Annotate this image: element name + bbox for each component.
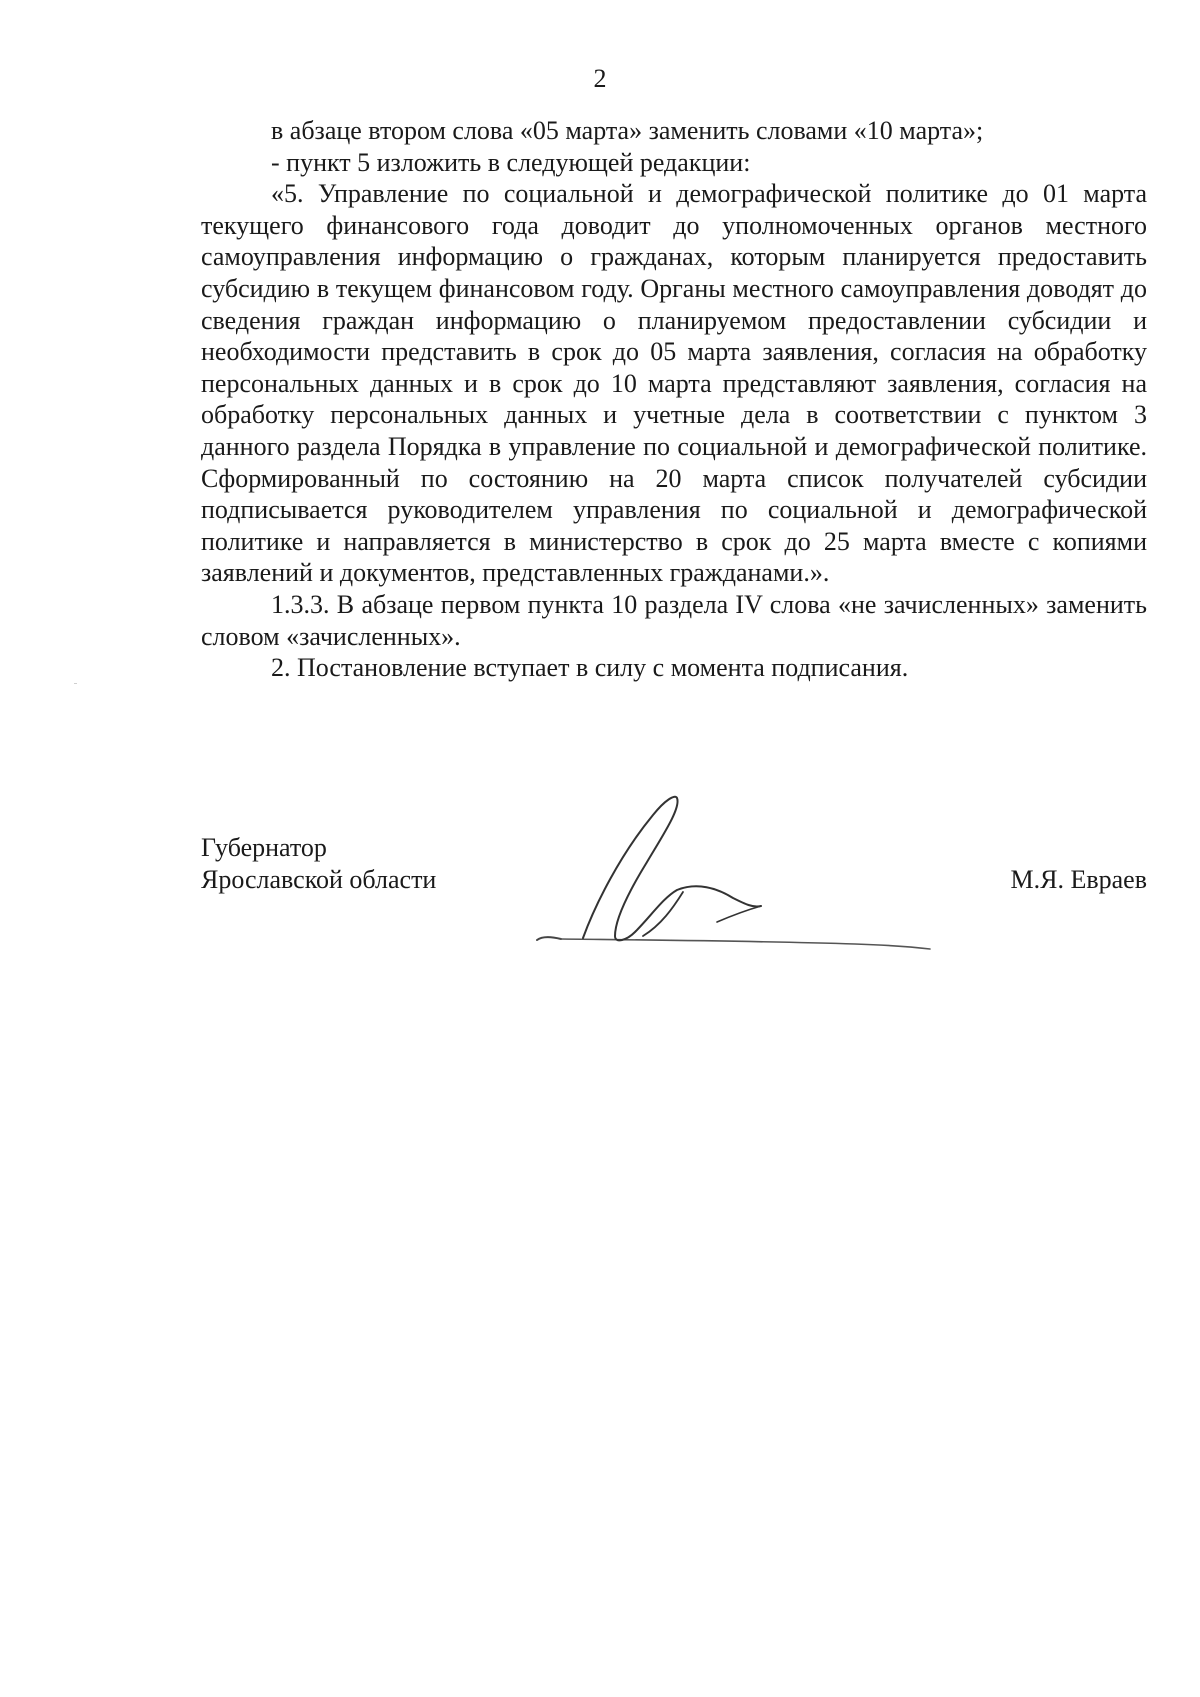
handwritten-signature — [535, 790, 945, 960]
paragraph-effective-date: 2. Постановление вступает в силу с момента подписания. — [271, 653, 909, 683]
paragraph-amendment-dates: в абзаце втором слова «05 марта» заменить словами «10 марта»; — [271, 116, 984, 145]
scan-speck — [74, 683, 77, 684]
paragraph-item-5-intro: - пункт 5 изложить в следующей редакции: — [271, 147, 751, 177]
signer-name: М.Я. Евраев — [1010, 865, 1147, 894]
document-body — [201, 115, 1147, 684]
paragraph-1-3-3: 1.3.3. В абзаце первом пункта 10 раздела IV слова «не зачисленных» заменить словом «зачисленных». — [201, 589, 1147, 651]
signer-position-line-2: Ярославской области — [201, 865, 437, 894]
signer-position-line-1: Губернатор — [201, 833, 327, 862]
paragraph-item-5-text: «5. Управление по социальной и демографической политике до 01 марта текущего финансового года доводит до уполномоченных органов местного самоуправления информацию о гражданах, которым планируется предоставить субсидию в текущем финансовом году. Органы местного самоуправления доводят до сведения граждан информацию о планируемом предоставлении субсидии и необходимости представить в срок до 05 марта заявления, согласия на обработку персональных данных и в срок до 10 марта представляют заявления, согласия на обработку персональных данных и учетные дела в соответствии с пунктом 3 данного раздела Порядка в управление по социальной и демографической политике. Сформированный по состоянию на 20 марта список получателей субсидии подписывается руководителем управления по социальной и демографической политике и направляется в министерство в срок до 25 марта вместе с копиями заявлений и документов, представленных гражданами.». — [201, 179, 1147, 588]
page-number: 2 — [593, 64, 607, 93]
